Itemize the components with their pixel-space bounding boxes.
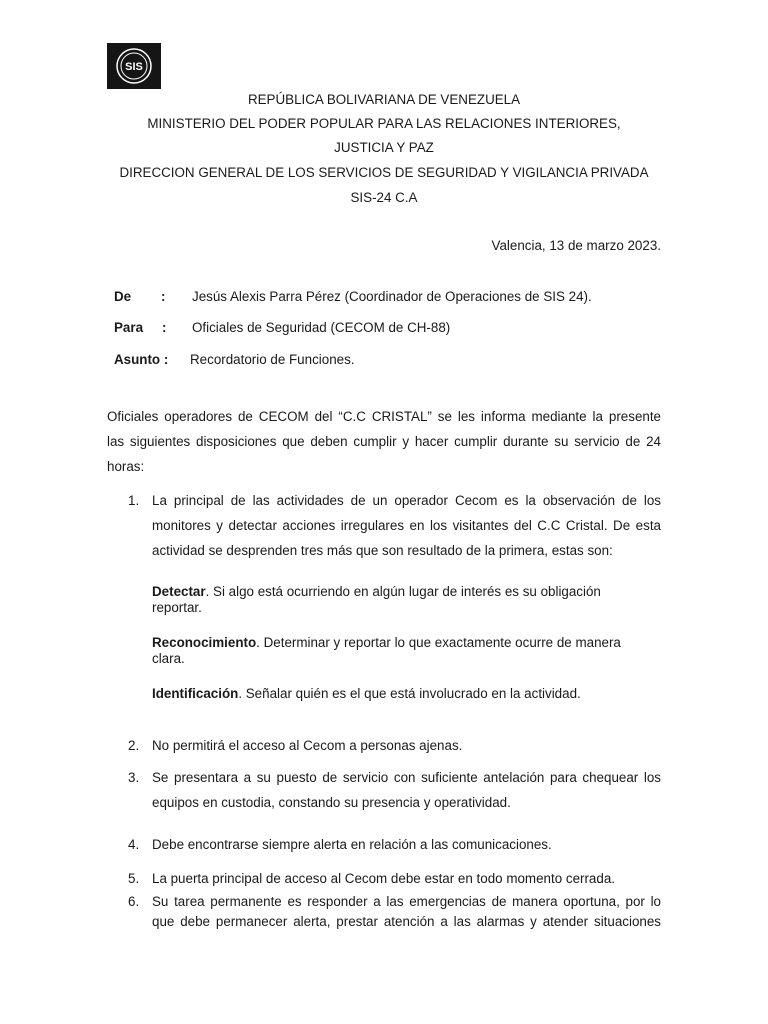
memo-to-colon: : (162, 320, 167, 335)
subitem-text: . Determinar y reportar lo que exactamente ocurre de manera (256, 635, 621, 650)
memo-from-colon: : (161, 289, 166, 304)
list-item-text: La principal de las actividades de un operador Cecom es la observación de los (152, 493, 661, 508)
header-direction: DIRECCION GENERAL DE LOS SERVICIOS DE SEGURIDAD Y VIGILANCIA PRIVADA (119, 165, 649, 180)
header-company: SIS-24 C.A (350, 190, 418, 205)
list-item-number: 2. (128, 738, 140, 753)
intro-line-1: Oficiales operadores de CECOM del “C.C CRISTAL” se les informa mediante la presente (107, 409, 661, 424)
list-item-text: Se presentara a su puesto de servicio con suficiente antelación para chequear los (152, 770, 661, 785)
memo-from-value: Jesús Alexis Parra Pérez (Coordinador de Operaciones de SIS 24). (192, 289, 592, 304)
memo-to-label: Para (114, 320, 144, 335)
intro-line-2: las siguientes disposiciones que deben cumplir y hacer cumplir durante su servicio de 24 (107, 434, 661, 449)
list-item-number: 3. (128, 770, 140, 785)
list-item-number: 1. (128, 493, 140, 508)
list-item-number: 6. (128, 894, 140, 909)
list-item-text: monitores y detectar acciones irregulares en los visitantes del C.C Cristal. De esta (152, 518, 661, 533)
list-item-text: equipos en custodia, constando su presencia y operatividad. (152, 795, 511, 810)
list-item-text: que debe permanecer alerta, prestar atención a las alarmas y atender situaciones (152, 914, 661, 929)
header-ministry: MINISTERIO DEL PODER POPULAR PARA LAS RELACIONES INTERIORES, (147, 116, 621, 131)
header-ministry-cont: JUSTICIA Y PAZ (334, 140, 434, 155)
memo-subject-value: Recordatorio de Funciones. (190, 352, 355, 367)
list-item-number: 4. (128, 837, 140, 852)
subitem-text-cont: clara. (152, 651, 185, 666)
subitem-text: . Si algo está ocurriendo en algún lugar de interés es su obligación (205, 584, 601, 599)
intro-line-3: horas: (107, 459, 145, 474)
list-item-text: actividad se desprenden tres más que son resultado de la primera, estas son: (152, 543, 613, 558)
letter-date: Valencia, 13 de marzo 2023. (491, 238, 661, 253)
memo-from-label: De (114, 289, 132, 304)
memo-subject-label: Asunto : (114, 352, 169, 367)
memo-to-value: Oficiales de Seguridad (CECOM de CH-88) (192, 320, 451, 335)
subitem-term: Detectar (152, 584, 206, 599)
logo-text: SIS (125, 61, 143, 73)
subitem-term: Reconocimiento (152, 635, 257, 650)
subitem-text: . Señalar quién es el que está involucrado en la actividad. (238, 686, 581, 701)
subitem-text-cont: reportar. (152, 600, 202, 615)
subitem-term: Identificación (152, 686, 239, 701)
list-item-text: La puerta principal de acceso al Cecom debe estar en todo momento cerrada. (152, 871, 615, 886)
subitem-reconocimiento (152, 635, 632, 667)
subitem-detectar (152, 584, 632, 616)
list-item-text: No permitirá el acceso al Cecom a personas ajenas. (152, 738, 463, 753)
list-item-number: 5. (128, 871, 140, 886)
header-country: REPÚBLICA BOLIVARIANA DE VENEZUELA (247, 92, 521, 107)
company-logo (107, 43, 161, 89)
subitem-identificacion (152, 686, 632, 702)
list-item-text: Su tarea permanente es responder a las emergencias de manera oportuna, por lo (152, 894, 661, 909)
list-item-text: Debe encontrarse siempre alerta en relación a las comunicaciones. (152, 837, 552, 852)
